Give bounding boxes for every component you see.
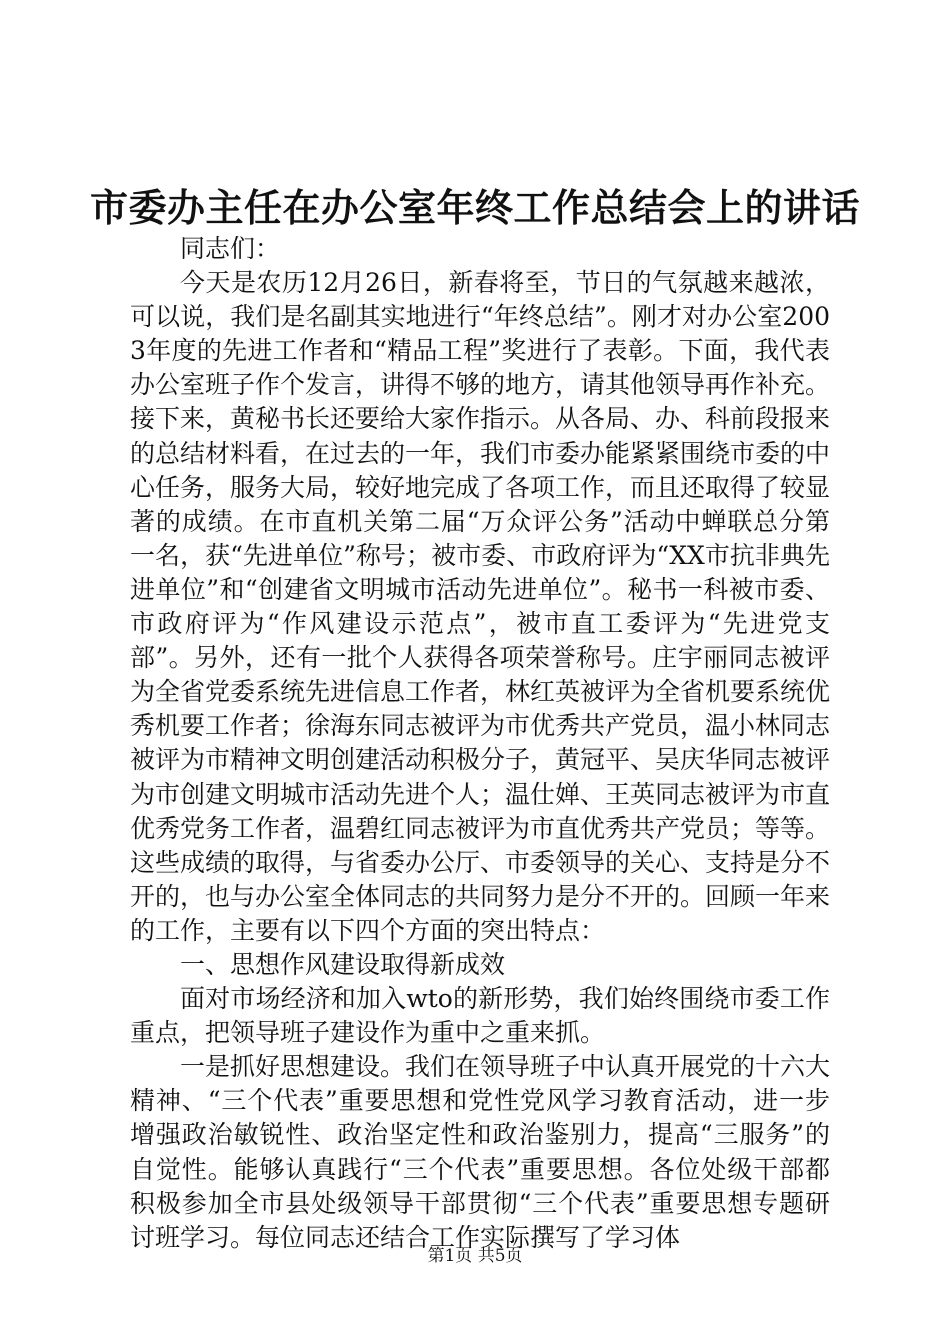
- paragraph-intro: 今天是农历12月26日，新春将至，节日的气氛越来越浓，可以说，我们是名副其实地进行“年终总结”。刚才对办公室2003年度的先进工作者和“精品工程”奖进行了表彰。下面，我代表办公室班子作个发言，讲得不够的地方，请其他领导再作补充。接下来，黄秘书长还要给大家作指示。从各局、办、科前段报来的总结材料看，在过去的一年，我们市委办能紧紧围绕市委的中心任务，服务大局，较好地完成了各项工作，而且还取得了较显著的成绩。在市直机关第二届“万众评公务”活动中蝉联总分第一名，获“先进单位”称号；被市委、市政府评为“XX市抗非典先进单位”和“创建省文明城市活动先进单位”。秘书一科被市委、市政府评为“作风建设示范点”，被市直工委评为“先进党支部”。另外，还有一批个人获得各项荣誉称号。庄宇丽同志被评为全省党委系统先进信息工作者，林红英被评为全省机要系统优秀机要工作者；徐海东同志被评为市优秀共产党员，温小林同志被评为市精神文明创建活动积极分子，黄冠平、吴庆华同志被评为市创建文明城市活动先进个人；温仕婵、王英同志被评为市直优秀党务工作者，温碧红同志被评为市直优秀共产党员；等等。这些成绩的取得，与省委办公厅、市委领导的关心、支持是分不开的，也与办公室全体同志的共同努力是分不开的。回顾一年来的工作，主要有以下四个方面的突出特点：: [130, 268, 831, 945]
- document-title: 市委办主任在办公室年终工作总结会上的讲话: [89, 185, 860, 230]
- section-heading-1: 一、思想作风建设取得新成效: [180, 949, 506, 979]
- paragraph-point-1: 一是抓好思想建设。我们在领导班子中认真开展党的十六大精神、“三个代表”重要思想和党性党风学习教育活动，进一步增强政治敏锐性、政治坚定性和政治鉴别力，提高“三服务”的自觉性。能够认真践行“三个代表”重要思想。各位处级干部都积极参加全市县处级领导干部贯彻“三个代表”重要思想专题研讨班学习。每位同志还结合工作实际撰写了学习体: [130, 1052, 831, 1252]
- page-footer: 第1页 共5页: [427, 1246, 523, 1266]
- salutation: 同志们：: [180, 234, 281, 263]
- document-body: [130, 232, 830, 1255]
- paragraph-section-1: 面对市场经济和加入wto的新形势，我们始终围绕市委工作重点，把领导班子建设作为重中之重来抓。: [130, 984, 830, 1048]
